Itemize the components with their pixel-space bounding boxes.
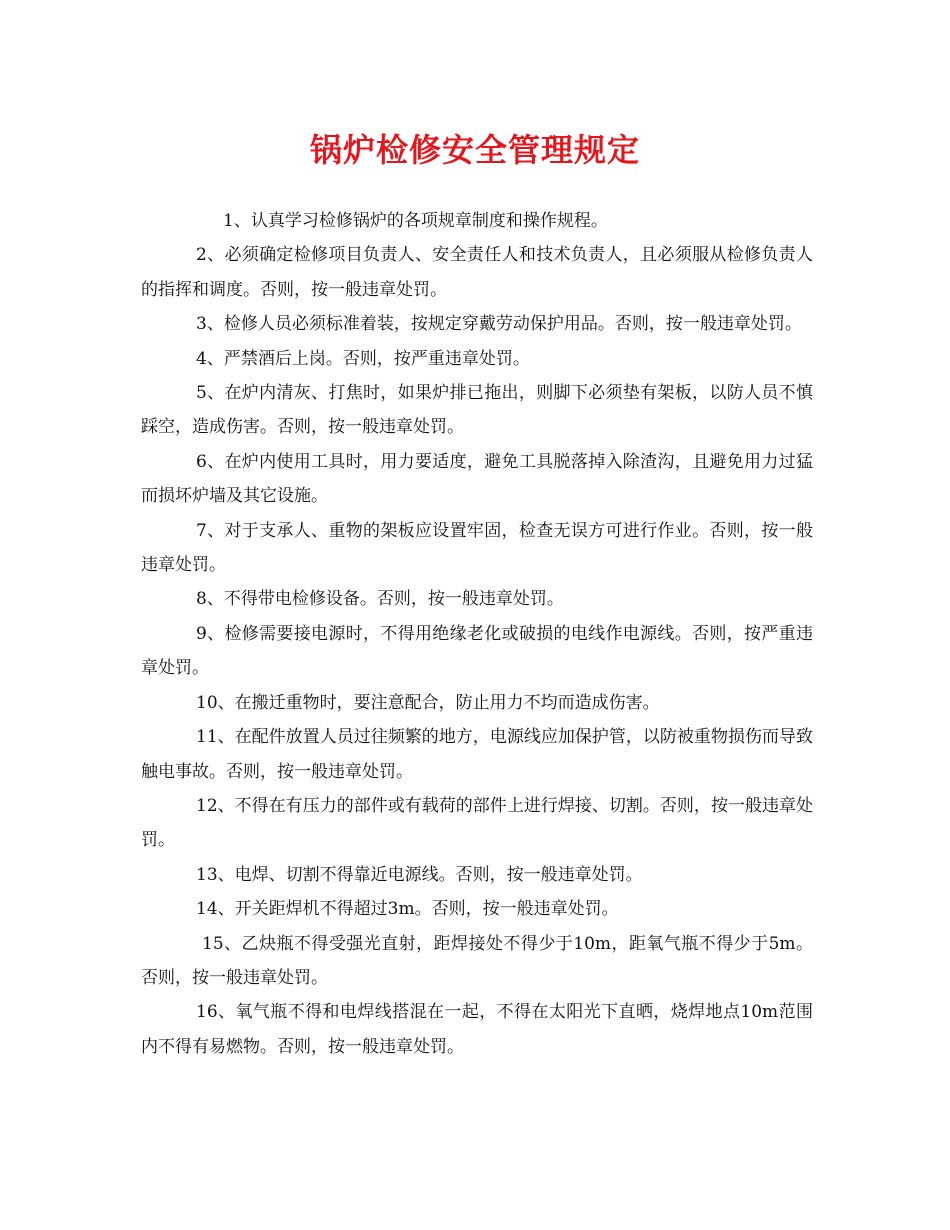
regulation-item-13: 13、电焊、切割不得靠近电源线。否则，按一般违章处罚。	[196, 864, 643, 885]
regulation-item-10: 10、在搬迁重物时，要注意配合，防止用力不均而造成伤害。	[196, 692, 660, 713]
regulation-item-8: 8、不得带电检修设备。否则，按一般违章处罚。	[196, 589, 564, 610]
regulation-item-12: 12、不得在有压力的部件或有载荷的部件上进行焊接、切割。否则，按一般违章处罚。	[141, 795, 813, 851]
document-title: 锅炉检修安全管理规定	[309, 131, 640, 169]
regulation-item-9: 9、检修需要接电源时，不得用绝缘老化或破损的电线作电源线。否则，按严重违章处罚。	[141, 623, 813, 679]
regulation-item-4: 4、严禁酒后上岗。否则，按严重违章处罚。	[196, 348, 530, 369]
regulation-item-15: 15、乙炔瓶不得受强光直射，距焊接处不得少于10m，距氧气瓶不得少于5m。否则，按一般违章处罚。	[141, 933, 813, 988]
regulation-item-6: 6、在炉内使用工具时，用力要适度，避免工具脱落掉入除渣沟，且避免用力过猛而损坏炉墙及其它设施。	[141, 451, 813, 507]
regulation-item-3: 3、检修人员必须标准着装，按规定穿戴劳动保护用品。否则，按一般违章处罚。	[196, 314, 802, 335]
regulation-item-11: 11、在配件放置人员过往频繁的地方，电源线应加保护管，以防被重物损伤而导致触电事故。否则，按一般违章处罚。	[141, 727, 813, 782]
regulation-item-16: 16、氧气瓶不得和电焊线搭混在一起，不得在太阳光下直晒，烧焊地点10m范围内不得有易燃物。否则，按一般违章处罚。	[141, 1002, 813, 1057]
regulation-item-2: 2、必须确定检修项目负责人、安全责任人和技术负责人，且必须服从检修负责人的指挥和调度。否则，按一般违章处罚。	[141, 245, 813, 300]
regulation-item-14: 14、开关距焊机不得超过3m。否则，按一般违章处罚。	[196, 899, 619, 920]
regulation-item-5: 5、在炉内清灰、打焦时，如果炉排已拖出，则脚下必须垫有架板，以防人员不慎踩空，造成伤害。否则，按一般违章处罚。	[141, 383, 813, 438]
regulation-list	[141, 204, 813, 1064]
regulation-item-1: 1、认真学习检修锅炉的各项规章制度和操作规程。	[223, 211, 608, 231]
regulation-item-7: 7、对于支承人、重物的架板应设置牢固，检查无误方可进行作业。否则，按一般违章处罚。	[141, 520, 813, 576]
